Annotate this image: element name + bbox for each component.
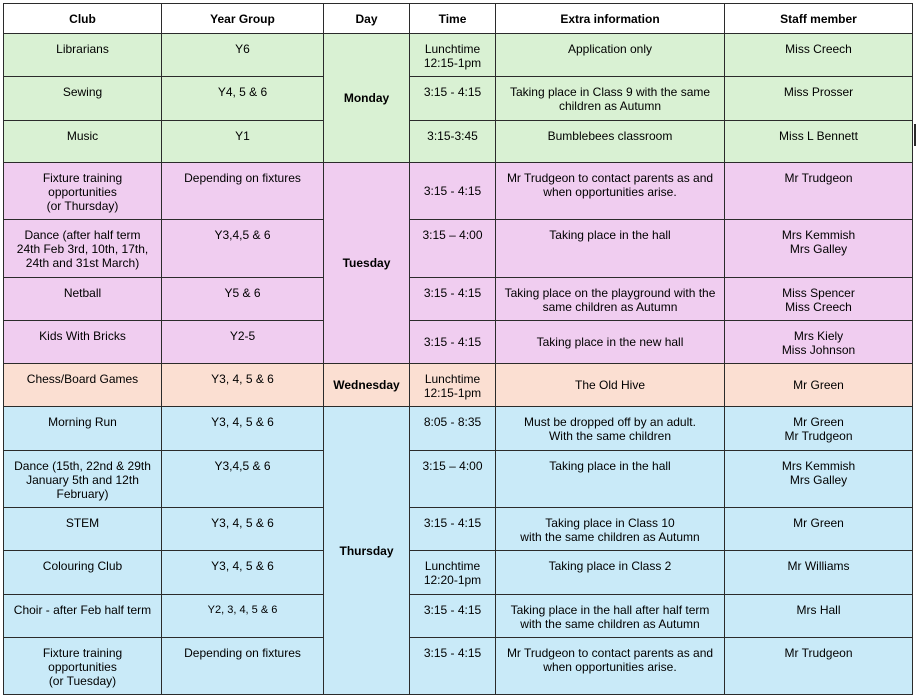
club-cell: Choir - after Feb half term (4, 595, 162, 638)
table-row (4, 121, 913, 163)
staff-cell: Mrs Kiely Miss Johnson (725, 321, 913, 364)
time-cell: 3:15 – 4:00 (410, 220, 496, 278)
extra-info-cell: Taking place in Class 2 (496, 551, 725, 595)
year-group-cell: Y3, 4, 5 & 6 (162, 364, 324, 407)
extra-info-cell: Taking place in Class 9 with the same children as Autumn (496, 77, 725, 121)
staff-cell: Mrs Hall (725, 595, 913, 638)
extra-info-cell: Application only (496, 34, 725, 77)
staff-cell: Miss Prosser (725, 77, 913, 121)
club-cell: Kids With Bricks (4, 321, 162, 364)
staff-cell: Miss Spencer Miss Creech (725, 278, 913, 321)
table-row (4, 638, 913, 695)
time-cell: 3:15 - 4:15 (410, 508, 496, 551)
day-cell-wednesday: Wednesday (324, 364, 410, 407)
table-row (4, 407, 913, 451)
club-cell: Chess/Board Games (4, 364, 162, 407)
table-edge-mark (914, 124, 916, 146)
extra-info-cell: Taking place on the playground with the same children as Autumn (496, 278, 725, 321)
table-row (4, 451, 913, 508)
year-group-cell: Y3,4,5 & 6 (162, 220, 324, 278)
year-group-cell: Y6 (162, 34, 324, 77)
year-group-cell: Y5 & 6 (162, 278, 324, 321)
table-row (4, 220, 913, 278)
time-cell: 3:15 - 4:15 (410, 321, 496, 364)
header-extra-information: Extra information (496, 4, 725, 34)
extra-info-cell: Mr Trudgeon to contact parents as and when opportunities arise. (496, 638, 725, 695)
year-group-cell: Depending on fixtures (162, 163, 324, 220)
year-group-cell: Y3, 4, 5 & 6 (162, 551, 324, 595)
staff-cell: Mr Green (725, 508, 913, 551)
table-row (4, 77, 913, 121)
extra-info-cell: Taking place in the hall (496, 451, 725, 508)
extra-info-cell: Bumblebees classroom (496, 121, 725, 163)
staff-cell: Mr Trudgeon (725, 163, 913, 220)
staff-cell: Mr Green (725, 364, 913, 407)
header-day: Day (324, 4, 410, 34)
year-group-cell: Y4, 5 & 6 (162, 77, 324, 121)
table-row (4, 364, 913, 407)
time-cell: Lunchtime 12:20-1pm (410, 551, 496, 595)
extra-info-cell: Mr Trudgeon to contact parents as and when opportunities arise. (496, 163, 725, 220)
table-row (4, 595, 913, 638)
time-cell: 3:15 - 4:15 (410, 595, 496, 638)
year-group-cell: Y3,4,5 & 6 (162, 451, 324, 508)
club-cell: Colouring Club (4, 551, 162, 595)
day-cell-tuesday: Tuesday (324, 163, 410, 364)
day-cell-monday: Monday (324, 34, 410, 163)
time-cell: 3:15-3:45 (410, 121, 496, 163)
time-cell: 3:15 - 4:15 (410, 163, 496, 220)
year-group-cell: Y2, 3, 4, 5 & 6 (162, 595, 324, 638)
year-group-cell: Y3, 4, 5 & 6 (162, 407, 324, 451)
time-cell: 3:15 - 4:15 (410, 77, 496, 121)
header-time: Time (410, 4, 496, 34)
time-cell: 3:15 - 4:15 (410, 278, 496, 321)
staff-cell: Mrs Kemmish Mrs Galley (725, 451, 913, 508)
staff-cell: Mr Williams (725, 551, 913, 595)
table-row (4, 34, 913, 77)
staff-cell: Miss L Bennett (725, 121, 913, 163)
header-club: Club (4, 4, 162, 34)
time-cell: Lunchtime 12:15-1pm (410, 34, 496, 77)
table-row (4, 278, 913, 321)
table-row (4, 551, 913, 595)
extra-info-cell: The Old Hive (496, 364, 725, 407)
table-row (4, 163, 913, 220)
year-group-cell: Depending on fixtures (162, 638, 324, 695)
club-cell: Sewing (4, 77, 162, 121)
extra-info-cell: Taking place in the hall (496, 220, 725, 278)
club-cell: STEM (4, 508, 162, 551)
header-staff-member: Staff member (725, 4, 913, 34)
staff-cell: Mr Green Mr Trudgeon (725, 407, 913, 451)
header-row (4, 4, 913, 34)
extra-info-cell: Taking place in the new hall (496, 321, 725, 364)
staff-cell: Mr Trudgeon (725, 638, 913, 695)
club-cell: Netball (4, 278, 162, 321)
extra-info-cell: Taking place in the hall after half term with the same children as Autumn (496, 595, 725, 638)
time-cell: 3:15 – 4:00 (410, 451, 496, 508)
year-group-cell: Y2-5 (162, 321, 324, 364)
club-cell: Fixture training opportunities (or Thursday) (4, 163, 162, 220)
club-cell: Fixture training opportunities (or Tuesday) (4, 638, 162, 695)
year-group-cell: Y1 (162, 121, 324, 163)
extra-info-cell: Must be dropped off by an adult. With the same children (496, 407, 725, 451)
club-cell: Librarians (4, 34, 162, 77)
club-cell: Dance (15th, 22nd & 29th January 5th and 12th February) (4, 451, 162, 508)
extra-info-cell: Taking place in Class 10 with the same children as Autumn (496, 508, 725, 551)
table-row (4, 508, 913, 551)
header-year-group: Year Group (162, 4, 324, 34)
staff-cell: Miss Creech (725, 34, 913, 77)
club-cell: Dance (after half term 24th Feb 3rd, 10th, 17th, 24th and 31st March) (4, 220, 162, 278)
staff-cell: Mrs Kemmish Mrs Galley (725, 220, 913, 278)
time-cell: Lunchtime 12:15-1pm (410, 364, 496, 407)
time-cell: 3:15 - 4:15 (410, 638, 496, 695)
club-cell: Music (4, 121, 162, 163)
club-cell: Morning Run (4, 407, 162, 451)
clubs-timetable (3, 3, 913, 695)
time-cell: 8:05 - 8:35 (410, 407, 496, 451)
year-group-cell: Y3, 4, 5 & 6 (162, 508, 324, 551)
table-row (4, 321, 913, 364)
day-cell-thursday: Thursday (324, 407, 410, 695)
